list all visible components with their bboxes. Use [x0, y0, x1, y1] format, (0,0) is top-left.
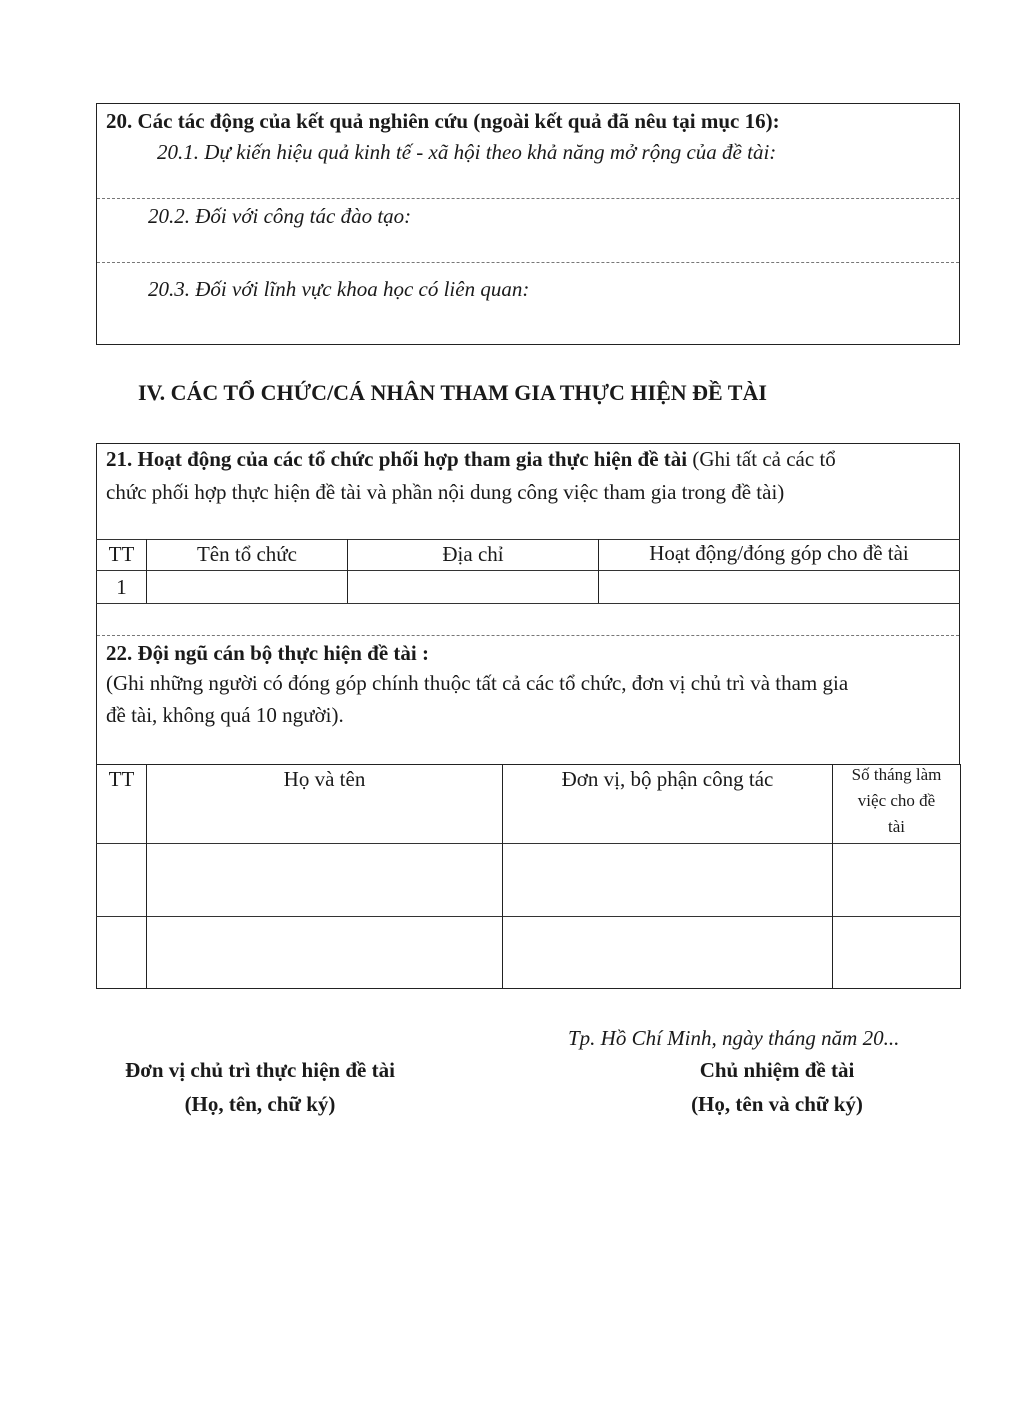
section-20-1-label: 20.1. Dự kiến hiệu quả kinh tế - xã hội theo khả năng mở rộng của đề tài:	[157, 140, 777, 164]
table-22-col-2	[502, 764, 503, 989]
table-21-header-tt: TT	[108, 542, 135, 566]
date-line: Tp. Hồ Chí Minh, ngày tháng năm 20...	[568, 1026, 900, 1050]
table-21-row-bottom	[96, 603, 960, 604]
section-21-title-bold: 21. Hoạt động của các tổ chức phối hợp tham gia thực hiện đề tài	[106, 447, 688, 471]
table-22-header-months-3: tài	[888, 817, 905, 836]
section-20-title: 20. Các tác động của kết quả nghiên cứu (ngoài kết quả đã nêu tại mục 16):	[106, 109, 780, 133]
section-iv-heading: IV. CÁC TỔ CHỨC/CÁ NHÂN THAM GIA THỰC HIỆN ĐỀ TÀI	[138, 380, 767, 405]
section-22-line2: đề tài, không quá 10 người).	[106, 703, 344, 727]
section-21-title	[106, 447, 836, 472]
table-21-top	[96, 539, 960, 540]
table-21-section-divider	[97, 635, 959, 636]
section-20-divider-2	[97, 262, 959, 263]
signature-left-title: Đơn vị chủ trì thực hiện đề tài	[125, 1058, 395, 1082]
section-22-title: 22. Đội ngũ cán bộ thực hiện đề tài :	[106, 641, 429, 665]
section-21-title-rest: (Ghi tất cả các tổ	[687, 447, 836, 471]
section-21-line2: chức phối hợp thực hiện đề tài và phần nội dung công việc tham gia trong đề tài)	[106, 480, 785, 504]
table-21-row-1-tt: 1	[116, 575, 127, 599]
table-21-header-activity: Hoạt động/đóng góp cho đề tài	[649, 541, 909, 565]
table-22-header-tt: TT	[108, 767, 135, 791]
table-21-header-address: Địa chỉ	[442, 542, 504, 566]
section-20-3-label: 20.3. Đối với lĩnh vực khoa học có liên quan:	[148, 277, 530, 301]
table-22-header-unit: Đơn vị, bộ phận công tác	[561, 767, 774, 791]
section-20-2-label: 20.2. Đối với công tác đào tạo:	[148, 204, 412, 228]
table-21-header-bottom	[96, 570, 960, 571]
table-22-col-1	[146, 764, 147, 989]
table-22-header-months-1: Số tháng làm	[851, 765, 942, 784]
section-20-divider-1	[97, 198, 959, 199]
signature-right-title: Chủ nhiệm đề tài	[699, 1058, 855, 1082]
table-22-header-name: Họ và tên	[283, 767, 366, 791]
signature-right-sub: (Họ, tên và chữ ký)	[691, 1092, 863, 1116]
signature-left-sub: (Họ, tên, chữ ký)	[184, 1092, 336, 1116]
section-22-line1: (Ghi những người có đóng góp chính thuộc tất cả các tổ chức, đơn vị chủ trì và tham gia	[106, 671, 849, 695]
table-21-header-name: Tên tổ chức	[196, 542, 297, 566]
table-22-header-months-2: việc cho đề	[857, 791, 936, 810]
